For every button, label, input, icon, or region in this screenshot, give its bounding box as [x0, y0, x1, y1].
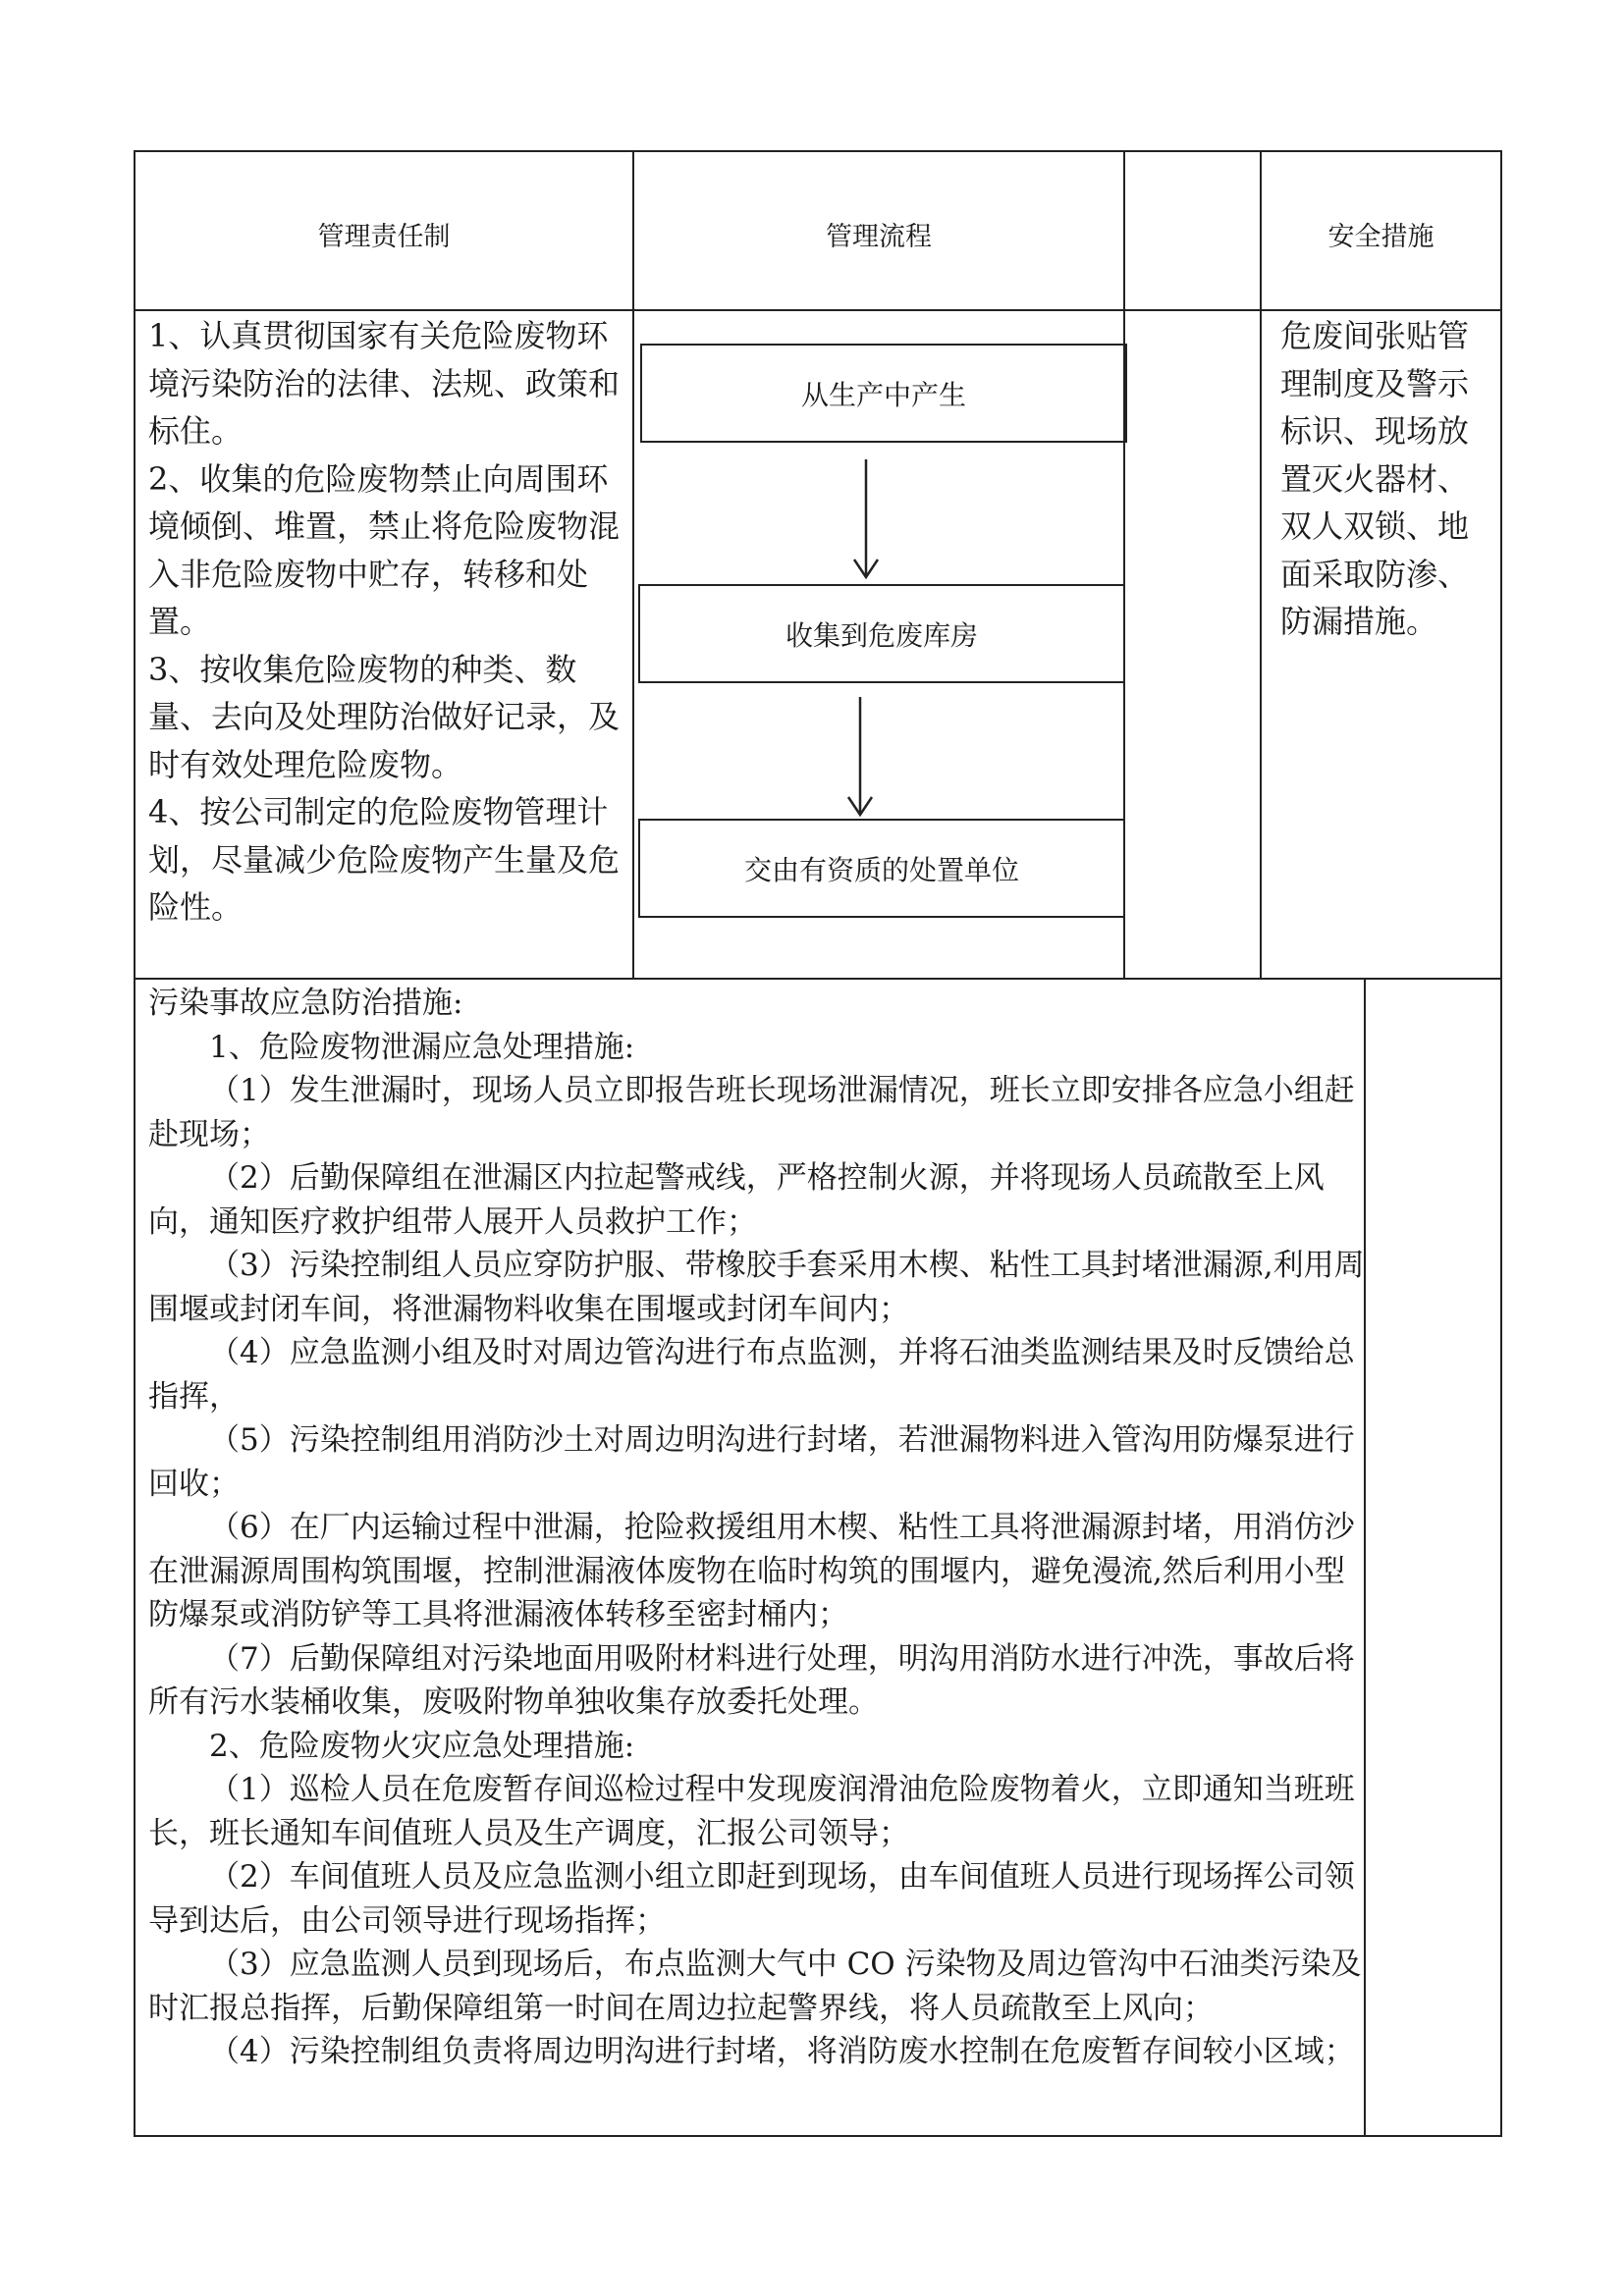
header-bottom-border	[134, 309, 1502, 311]
emergency-item: （1）巡检人员在危废暂存间巡检过程中发现废润滑油危险废物着火，立即通知当班班长，班长通知车间值班人员及生产调度，汇报公司领导；	[148, 1772, 1355, 1851]
header-safety: 安全措施	[1327, 222, 1435, 252]
divider-safety-left	[1260, 150, 1262, 980]
divider-process-left	[632, 150, 634, 980]
emergency-item: （4）污染控制组负责将周边明沟进行封堵，将消防废水控制在危废暂存间较小区域；	[209, 2034, 1355, 2069]
table-bottom-border	[134, 2135, 1502, 2137]
header-process: 管理流程	[826, 222, 932, 252]
table-left-border	[134, 150, 135, 2137]
responsibility-list	[148, 312, 629, 932]
flow-arrow-1	[846, 459, 886, 579]
emergency-measures	[148, 982, 1368, 2074]
flow-step-collect: 收集到危废库房	[638, 584, 1125, 683]
responsibility-item: 4、按公司制定的危险废物管理计划，尽量减少危险废物产生量及危险性。	[148, 793, 621, 926]
emergency-item: （3）应急监测人员到现场后，布点监测大气中 CO 污染物及周边管沟中石油类污染及时汇报总指挥，后勤保障组第一时间在周边拉起警界线，将人员疏散至上风向；	[148, 1947, 1362, 2026]
flow-step-produce: 从生产中产生	[640, 344, 1127, 443]
emergency-item: （4）应急监测小组及时对周边管沟进行布点监测，并将石油类监测结果及时反馈给总指挥，	[148, 1335, 1355, 1415]
header-responsibility: 管理责任制	[317, 222, 451, 252]
section-heading: 1、危险废物泄漏应急处理措施:	[209, 1029, 635, 1065]
emergency-item: （7）后勤保障组对污染地面用吸附材料进行处理，明沟用消防水进行冲洗，事故后将所有污水装桶收集，废吸附物单独收集存放委托处理。	[148, 1640, 1355, 1720]
responsibility-item: 3、按收集危险废物的种类、数量、去向及处理防治做好记录，及时有效处理危险废物。	[148, 650, 621, 783]
emergency-item: （6）在厂内运输过程中泄漏，抢险救援组用木楔、粘性工具将泄漏源封堵，用消仿沙在泄漏源周围构筑围堰，控制泄漏液体废物在临时构筑的围堰内，避免漫流,然后利用小型防爆泵或消防铲等工具将泄漏液体转移至密封桶内；	[148, 1510, 1355, 1632]
responsibility-item: 1、认真贯彻国家有关危险废物环境污染防治的法律、法规、政策和标住。	[148, 317, 621, 450]
table-top-border	[134, 150, 1502, 152]
flow-step-dispose: 交由有资质的处置单位	[638, 819, 1125, 918]
emergency-item: （2）车间值班人员及应急监测小组立即赶到现场，由车间值班人员进行现场挥公司领导到达后，由公司领导进行现场指挥；	[148, 1859, 1355, 1939]
table-right-border	[1500, 150, 1502, 2137]
responsibility-item: 2、收集的危险废物禁止向周围环境倾倒、堆置，禁止将危险废物混入非危险废物中贮存，转移和处置。	[148, 459, 621, 640]
emergency-item: （2）后勤保障组在泄漏区内拉起警戒线，严格控制火源，并将现场人员疏散至上风向，通知医疗救护组带人展开人员救护工作；	[148, 1160, 1325, 1240]
safety-measures: 危废间张贴管理制度及警示标识、现场放置灭火器材、双人双锁、地面采取防渗、防漏措施。	[1280, 317, 1470, 640]
upper-section-bottom-border	[134, 978, 1502, 980]
emergency-item: （1）发生泄漏时，现场人员立即报告班长现场泄漏情况，班长立即安排各应急小组赶赴现场；	[148, 1073, 1355, 1152]
emergency-item: （3）污染控制组人员应穿防护服、带橡胶手套采用木楔、粘性工具封堵泄漏源,利用周围堰或封闭车间，将泄漏物料收集在围堰或封闭车间内；	[148, 1248, 1365, 1327]
emergency-title: 污染事故应急防治措施:	[148, 986, 463, 1021]
emergency-item: （5）污染控制组用消防沙土对周边明沟进行封堵，若泄漏物料进入管沟用防爆泵进行回收；	[148, 1422, 1355, 1502]
section-heading: 2、危险废物火灾应急处理措施:	[209, 1728, 635, 1764]
flow-arrow-2	[840, 697, 880, 817]
